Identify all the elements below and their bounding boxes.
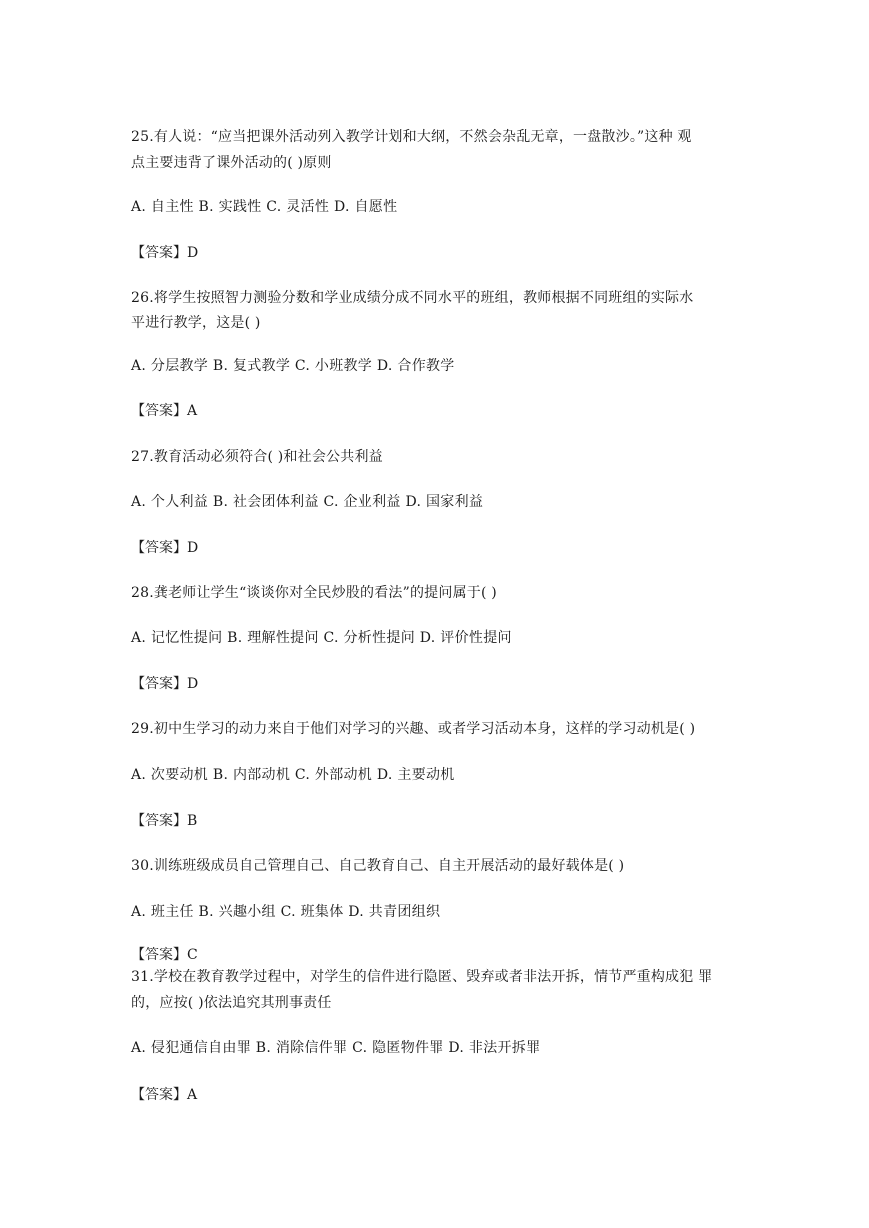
question-28-answer: 【答案】D (131, 676, 199, 692)
question-31-stem-line-1: 31.学校在教育教学过程中，对学生的信件进行隐匿、毁弃或者非法开拆，情节严重构成犯 罪 (131, 969, 713, 985)
question-25-options: A. 自主性 B. 实践性 C. 灵活性 D. 自愿性 (131, 199, 398, 215)
question-31-stem-line-2: 的，应按( )依法追究其刑事责任 (131, 995, 332, 1011)
question-29-answer: 【答案】B (131, 813, 198, 829)
question-30-stem: 30.训练班级成员自己管理自己、自己教育自己、自主开展活动的最好载体是( ) (131, 858, 625, 874)
question-26-options: A. 分层教学 B. 复式教学 C. 小班教学 D. 合作教学 (131, 358, 455, 374)
question-25-answer: 【答案】D (131, 245, 199, 261)
question-25-stem-line-2: 点主要违背了课外活动的( )原则 (131, 155, 332, 171)
question-28-options: A. 记忆性提问 B. 理解性提问 C. 分析性提问 D. 评价性提问 (131, 630, 512, 646)
question-28-stem: 28.龚老师让学生“谈谈你对全民炒股的看法”的提问属于( ) (131, 585, 497, 601)
question-27-answer: 【答案】D (131, 540, 199, 556)
question-29-stem: 29.初中生学习的动力来自于他们对学习的兴趣、或者学习活动本身，这样的学习动机是( ) (131, 721, 696, 737)
question-30-answer: 【答案】C (131, 947, 198, 963)
question-30-options: A. 班主任 B. 兴趣小组 C. 班集体 D. 共青团组织 (131, 904, 441, 920)
question-31-answer: 【答案】A (131, 1087, 198, 1103)
question-27-options: A. 个人利益 B. 社会团体利益 C. 企业利益 D. 国家利益 (131, 494, 484, 510)
question-26-stem-line-2: 平进行教学，这是( ) (131, 315, 261, 331)
question-26-answer: 【答案】A (131, 403, 198, 419)
question-25-stem-line-1: 25.有人说：“应当把课外活动列入教学计划和大纲，不然会杂乱无章，一盘散沙。”这种 观 (131, 129, 692, 145)
question-31-options: A. 侵犯通信自由罪 B. 消除信件罪 C. 隐匿物件罪 D. 非法开拆罪 (131, 1040, 541, 1056)
question-29-options: A. 次要动机 B. 内部动机 C. 外部动机 D. 主要动机 (131, 767, 455, 783)
question-26-stem-line-1: 26.将学生按照智力测验分数和学业成绩分成不同水平的班组，教师根据不同班组的实际水 (131, 290, 694, 306)
question-27-stem: 27.教育活动必须符合( )和社会公共利益 (131, 449, 383, 465)
